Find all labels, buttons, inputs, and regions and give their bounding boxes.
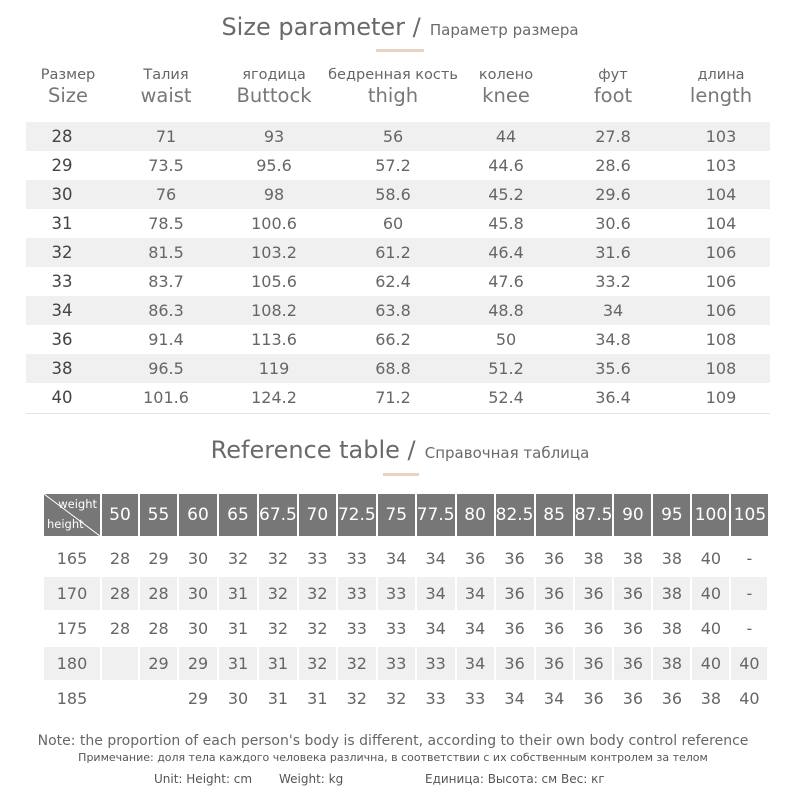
size-table-row <box>26 209 770 238</box>
weight-header: 60 <box>178 494 218 536</box>
column-label-ru: Талия <box>143 67 189 83</box>
recommended-size-cell: 32 <box>298 646 337 681</box>
measurement-cell: 58.6 <box>375 185 411 204</box>
reference-row <box>44 646 768 681</box>
recommended-size-cell: 32 <box>337 646 377 681</box>
recommended-size-cell: 36 <box>574 646 614 681</box>
measurement-cell: 45.8 <box>488 214 524 233</box>
size-value: 33 <box>51 272 73 291</box>
reference-row <box>44 611 768 646</box>
measurement-cell: 93 <box>263 127 285 146</box>
corner-height-label: height <box>47 517 84 531</box>
column-label-ru: Размер <box>40 67 96 83</box>
size-parameter-title-en: Size parameter / <box>221 13 421 41</box>
recommended-size-cell: 31 <box>258 681 298 716</box>
recommended-size-cell <box>101 681 139 716</box>
size-value: 36 <box>51 330 73 349</box>
recommended-size-cell: 29 <box>139 646 178 681</box>
size-value: 32 <box>51 243 73 262</box>
size-table-row <box>26 151 770 180</box>
recommended-size-cell: 36 <box>535 542 574 576</box>
size-table-row <box>26 325 770 354</box>
recommended-size-cell: 28 <box>101 576 139 611</box>
measurement-cell: 104 <box>705 214 737 233</box>
recommended-size-cell: 33 <box>337 576 377 611</box>
size-column-header <box>594 66 632 108</box>
measurement-cell: 103 <box>705 127 737 146</box>
weight-header: 65 <box>218 494 258 536</box>
measurement-cell: 106 <box>705 301 737 320</box>
recommended-size-cell: 36 <box>613 646 652 681</box>
weight-header: 105 <box>730 494 768 536</box>
measurement-cell: 108 <box>705 330 737 349</box>
reference-table-title <box>0 436 800 464</box>
recommended-size-cell: 36 <box>495 542 535 576</box>
measurement-cell: 50 <box>495 330 517 349</box>
size-column-header <box>328 66 458 108</box>
column-label-ru: ягодица <box>242 67 306 83</box>
size-column-header <box>479 66 533 108</box>
recommended-size-cell: 30 <box>178 542 218 576</box>
measurement-cell: 108 <box>705 359 737 378</box>
recommended-size-cell: 30 <box>178 576 218 611</box>
column-label-en: foot <box>593 84 633 107</box>
recommended-size-cell: 36 <box>574 681 614 716</box>
size-table-row <box>26 122 770 151</box>
column-label-en: knee <box>482 84 530 107</box>
measurement-cell: 68.8 <box>375 359 411 378</box>
measurement-cell: 124.2 <box>251 388 297 407</box>
weight-header: 77.5 <box>416 494 456 536</box>
recommended-size-cell: 32 <box>258 576 298 611</box>
measurement-cell: 105.6 <box>251 272 297 291</box>
size-value: 31 <box>51 214 73 233</box>
recommended-size-cell: 36 <box>613 681 652 716</box>
measurement-cell: 33.2 <box>595 272 631 291</box>
recommended-size-cell: 29 <box>178 681 218 716</box>
weight-header: 95 <box>652 494 691 536</box>
weight-header: 85 <box>535 494 574 536</box>
measurement-cell: 34 <box>602 301 624 320</box>
recommended-size-cell: 36 <box>535 576 574 611</box>
recommended-size-cell: 38 <box>652 542 691 576</box>
measurement-cell: 71 <box>155 127 177 146</box>
measurement-cell: 44.6 <box>488 156 524 175</box>
measurement-cell: 61.2 <box>375 243 411 262</box>
recommended-size-cell: 34 <box>456 611 495 646</box>
measurement-cell: 57.2 <box>375 156 411 175</box>
recommended-size-cell: 36 <box>613 576 652 611</box>
height-value: 165 <box>44 542 101 576</box>
recommended-size-cell: 32 <box>218 542 258 576</box>
height-value: 170 <box>44 576 101 611</box>
measurement-cell: 113.6 <box>251 330 297 349</box>
column-label-en: waist <box>140 84 192 107</box>
weight-header: 72.5 <box>337 494 377 536</box>
measurement-cell: 71.2 <box>375 388 411 407</box>
recommended-size-cell: 38 <box>574 542 614 576</box>
recommended-size-cell: 28 <box>139 611 178 646</box>
size-column-header <box>690 66 752 108</box>
recommended-size-cell: 36 <box>652 681 691 716</box>
recommended-size-cell: 34 <box>377 542 416 576</box>
weight-header: 67.5 <box>258 494 298 536</box>
recommended-size-cell: 30 <box>178 611 218 646</box>
measurement-cell: 101.6 <box>143 388 189 407</box>
measurement-cell: 86.3 <box>148 301 184 320</box>
weight-header: 90 <box>613 494 652 536</box>
recommended-size-cell: 38 <box>613 542 652 576</box>
recommended-size-cell: - <box>730 611 768 646</box>
unit-russian: Единица: Высота: см Вес: кг <box>425 772 605 786</box>
measurement-cell: 35.6 <box>595 359 631 378</box>
size-value: 34 <box>51 301 73 320</box>
measurement-cell: 31.6 <box>595 243 631 262</box>
measurement-cell: 119 <box>258 359 290 378</box>
recommended-size-cell: 32 <box>298 611 337 646</box>
measurement-cell: 96.5 <box>148 359 184 378</box>
column-label-ru: фут <box>598 67 628 83</box>
recommended-size-cell: 38 <box>652 646 691 681</box>
height-value: 180 <box>44 646 101 681</box>
title-underline <box>383 473 419 476</box>
unit-weight: Weight: kg <box>279 772 344 786</box>
recommended-size-cell: 40 <box>730 646 768 681</box>
measurement-cell: 83.7 <box>148 272 184 291</box>
recommended-size-cell: 33 <box>377 646 416 681</box>
weight-header: 50 <box>101 494 139 536</box>
measurement-cell: 27.8 <box>595 127 631 146</box>
column-label-en: Size <box>47 84 89 107</box>
size-column-header <box>41 66 95 108</box>
recommended-size-cell: 36 <box>613 611 652 646</box>
measurement-cell: 62.4 <box>375 272 411 291</box>
measurement-cell: 103.2 <box>251 243 297 262</box>
recommended-size-cell: 31 <box>298 681 337 716</box>
recommended-size-cell: 28 <box>101 542 139 576</box>
size-value: 29 <box>51 156 73 175</box>
measurement-cell: 47.6 <box>488 272 524 291</box>
size-column-header <box>140 66 191 108</box>
measurement-cell: 91.4 <box>148 330 184 349</box>
size-table-row <box>26 383 770 412</box>
recommended-size-cell: - <box>730 576 768 611</box>
column-label-en: Buttock <box>236 84 312 107</box>
recommended-size-cell: 36 <box>495 646 535 681</box>
recommended-size-cell: 33 <box>337 542 377 576</box>
recommended-size-cell: 34 <box>456 576 495 611</box>
recommended-size-cell: 38 <box>652 611 691 646</box>
recommended-size-cell: 32 <box>258 611 298 646</box>
measurement-cell: 76 <box>155 185 177 204</box>
column-label-ru: длина <box>697 67 745 83</box>
recommended-size-cell: 33 <box>337 611 377 646</box>
measurement-cell: 63.8 <box>375 301 411 320</box>
measurement-cell: 106 <box>705 272 737 291</box>
recommended-size-cell: 33 <box>377 576 416 611</box>
weight-header: 55 <box>139 494 178 536</box>
unit-height: Unit: Height: cm <box>154 772 253 786</box>
corner-weight-label: weight <box>58 497 97 511</box>
recommended-size-cell: 31 <box>218 576 258 611</box>
measurement-cell: 109 <box>705 388 737 407</box>
recommended-size-cell: 40 <box>691 542 730 576</box>
recommended-size-cell: 32 <box>377 681 416 716</box>
recommended-size-cell: 38 <box>652 576 691 611</box>
size-column-header <box>237 66 312 108</box>
measurement-cell: 56 <box>382 127 404 146</box>
measurement-cell: 108.2 <box>251 301 297 320</box>
measurement-cell: 48.8 <box>488 301 524 320</box>
measurement-cell: 45.2 <box>488 185 524 204</box>
recommended-size-cell: 36 <box>535 646 574 681</box>
recommended-size-cell: 40 <box>691 576 730 611</box>
measurement-cell: 95.6 <box>256 156 292 175</box>
recommended-size-cell: 36 <box>495 611 535 646</box>
recommended-size-cell: 30 <box>218 681 258 716</box>
reference-title-en: Reference table / <box>210 436 416 464</box>
measurement-cell: 46.4 <box>488 243 524 262</box>
recommended-size-cell: 31 <box>218 646 258 681</box>
measurement-cell: 103 <box>705 156 737 175</box>
measurement-cell: 52.4 <box>488 388 524 407</box>
recommended-size-cell: 29 <box>139 542 178 576</box>
size-parameter-title <box>0 13 800 41</box>
recommended-size-cell: 34 <box>416 542 456 576</box>
recommended-size-cell: 34 <box>416 576 456 611</box>
recommended-size-cell: 36 <box>456 542 495 576</box>
size-value: 40 <box>51 388 73 407</box>
column-label-ru: колено <box>478 67 534 83</box>
note-english: Note: the proportion of each person's body is different, according to their own body control reference <box>37 733 749 749</box>
column-label-en: thigh <box>367 84 419 107</box>
recommended-size-cell <box>101 646 139 681</box>
recommended-size-cell: 33 <box>416 681 456 716</box>
measurement-cell: 73.5 <box>148 156 184 175</box>
measurement-cell: 34.8 <box>595 330 631 349</box>
title-underline <box>376 49 424 52</box>
size-table-row <box>26 267 770 296</box>
recommended-size-cell: 33 <box>456 681 495 716</box>
measurement-cell: 78.5 <box>148 214 184 233</box>
recommended-size-cell: 32 <box>337 681 377 716</box>
recommended-size-cell: 32 <box>298 576 337 611</box>
measurement-cell: 98 <box>263 185 285 204</box>
recommended-size-cell: 40 <box>691 611 730 646</box>
measurement-cell: 60 <box>382 214 404 233</box>
measurement-cell: 30.6 <box>595 214 631 233</box>
measurement-cell: 100.6 <box>251 214 297 233</box>
recommended-size-cell: 31 <box>218 611 258 646</box>
weight-header: 75 <box>377 494 416 536</box>
recommended-size-cell: 33 <box>416 646 456 681</box>
size-table-body <box>26 122 770 412</box>
size-table-row <box>26 238 770 267</box>
recommended-size-cell: 34 <box>456 646 495 681</box>
recommended-size-cell: 36 <box>574 576 614 611</box>
height-value: 175 <box>44 611 101 646</box>
recommended-size-cell: 36 <box>535 611 574 646</box>
measurement-cell: 44 <box>495 127 517 146</box>
recommended-size-cell: 28 <box>101 611 139 646</box>
reference-row <box>44 542 768 576</box>
measurement-cell: 104 <box>705 185 737 204</box>
recommended-size-cell: 28 <box>139 576 178 611</box>
recommended-size-cell <box>139 681 178 716</box>
recommended-size-cell: 31 <box>258 646 298 681</box>
weight-header: 100 <box>691 494 730 536</box>
recommended-size-cell: 36 <box>574 611 614 646</box>
reference-table <box>44 494 769 717</box>
recommended-size-cell: 29 <box>178 646 218 681</box>
recommended-size-cell: 40 <box>691 646 730 681</box>
measurement-cell: 81.5 <box>148 243 184 262</box>
column-label-ru: бедренная кость <box>328 67 458 83</box>
size-parameter-title-ru: Параметр размера <box>429 21 579 39</box>
weight-header: 70 <box>298 494 337 536</box>
weight-header: 82.5 <box>495 494 535 536</box>
recommended-size-cell: 32 <box>258 542 298 576</box>
recommended-size-cell: 34 <box>416 611 456 646</box>
size-value: 30 <box>51 185 73 204</box>
column-label-en: length <box>689 84 753 107</box>
measurement-cell: 28.6 <box>595 156 631 175</box>
measurement-cell: 29.6 <box>595 185 631 204</box>
size-value: 28 <box>51 127 73 146</box>
height-value: 185 <box>44 681 101 716</box>
recommended-size-cell: - <box>730 542 768 576</box>
reference-row <box>44 681 768 716</box>
measurement-cell: 66.2 <box>375 330 411 349</box>
size-table-row <box>26 180 770 209</box>
measurement-cell: 106 <box>705 243 737 262</box>
size-table-row <box>26 296 770 325</box>
measurement-cell: 51.2 <box>488 359 524 378</box>
weight-height-corner <box>44 494 101 536</box>
recommended-size-cell: 36 <box>495 576 535 611</box>
size-table-row <box>26 354 770 383</box>
weight-header: 80 <box>456 494 495 536</box>
measurement-cell: 36.4 <box>595 388 631 407</box>
weight-header: 87.5 <box>574 494 614 536</box>
reference-title-ru: Справочная таблица <box>424 444 590 462</box>
size-table-header <box>30 66 770 116</box>
size-value: 38 <box>51 359 73 378</box>
recommended-size-cell: 38 <box>691 681 730 716</box>
note-russian: Примечание: доля тела каждого человека различна, в соответствии с их собственным контролем за телом <box>78 751 708 764</box>
reference-row <box>44 576 768 611</box>
size-table-divider <box>26 413 770 414</box>
recommended-size-cell: 34 <box>495 681 535 716</box>
recommended-size-cell: 33 <box>377 611 416 646</box>
recommended-size-cell: 34 <box>535 681 574 716</box>
recommended-size-cell: 33 <box>298 542 337 576</box>
recommended-size-cell: 40 <box>730 681 768 716</box>
